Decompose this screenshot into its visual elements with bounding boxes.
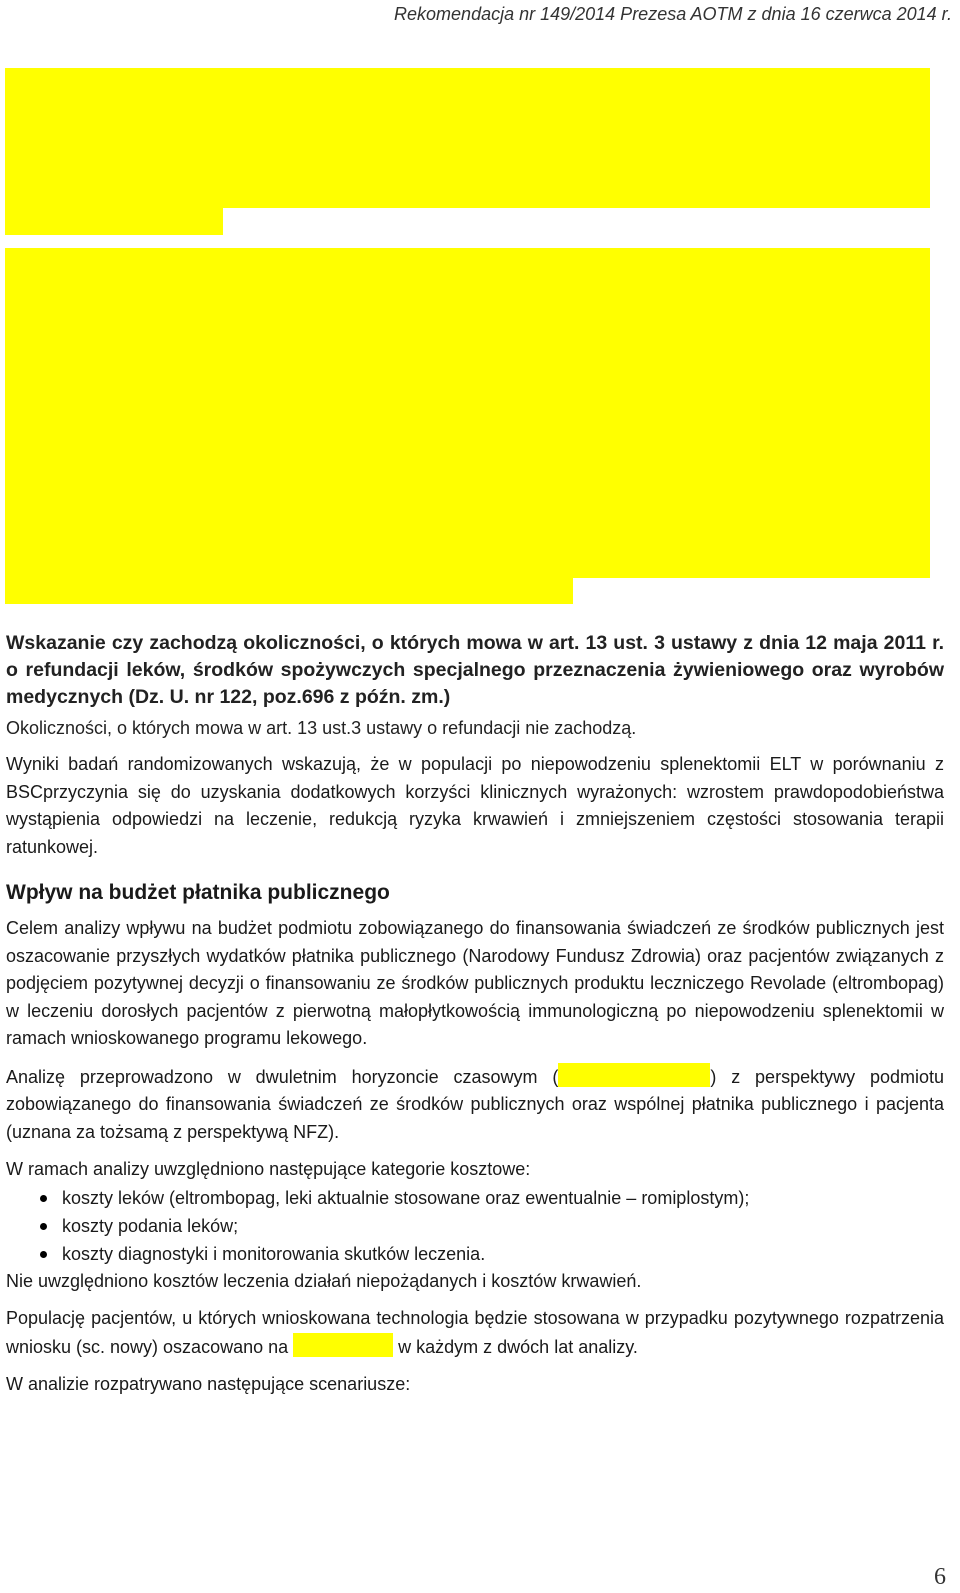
cost-intro: W ramach analizy uwzględniono następujące kategorie kosztowe:: [6, 1159, 531, 1179]
page-number: 6: [934, 1564, 946, 1590]
horizon-paragraph: [6, 1063, 944, 1147]
circumstances-statement: Okoliczności, o których mowa w art. 13 ust.3 ustawy o refundacji nie zachodzą.: [6, 718, 637, 738]
redaction-block-2: [5, 248, 930, 578]
redaction-inline-1: [558, 1063, 710, 1087]
section-intro-bold: Wskazanie czy zachodzą okoliczności, o których mowa w art. 13 ust. 3 ustawy z dnia 12 maja 2011 r. o refundacji leków, środków spożywczych specjalnego przeznaczenia żywieniowego oraz wyrobów medycznych (Dz. U. nr 122, poz.696 z późn. zm.): [6, 632, 944, 708]
horizon-text-1: Analizę przeprowadzono w dwuletnim horyzoncie czasowym (: [6, 1066, 559, 1087]
population-text-1: Populację pacjentów, u których wnioskowana technologia będzie stosowana w przypadku pozytywnego rozpatrzenia wniosku (sc. nowy) oszacowano na: [6, 1308, 944, 1357]
redaction-block-2b: [5, 577, 573, 604]
not-included-statement: Nie uwzględniono kosztów leczenia działań niepożądanych i kosztów krwawień.: [6, 1270, 642, 1291]
population-text-2: w każdym z dwóch lat analizy.: [393, 1336, 638, 1357]
list-item: koszty diagnostyki i monitorowania skutków leczenia.: [62, 1240, 944, 1268]
population-paragraph: [6, 1305, 944, 1361]
redaction-block-1: [5, 68, 930, 208]
document-body: [6, 630, 944, 1399]
list-item: koszty podania leków;: [62, 1212, 944, 1240]
cost-list: [6, 1184, 944, 1268]
budget-paragraph: Celem analizy wpływu na budżet podmiotu zobowiązanego do finansowania świadczeń ze środków publicznych jest oszacowanie przyszłych wydatków płatnika publicznego (Narodowy Fundusz Zdrowia) oraz pacjentów związanych z podjęciem pozytywnej decyzji o finansowaniu ze środków publicznych produktu leczniczego Revolade (eltrombopag) w leczeniu dorosłych pacjentów z pierwotną małopłytkowością immunologiczną po niepowodzeniu splenektomii w ramach wnioskowanego programu lekowego.: [6, 918, 944, 1048]
results-paragraph: Wyniki badań randomizowanych wskazują, że w populacji po niepowodzeniu splenektomii ELT w porównaniu z BSCprzyczynia się do uzyskania dodatkowych korzyści klinicznych wyrażonych: wzrostem prawdopodobieństwa wystąpienia odpowiedzi na leczenie, redukcją ryzyka krwawień i zmniejszeniem częstości stosowania terapii ratunkowej.: [6, 754, 944, 857]
redaction-inline-2: [293, 1333, 393, 1357]
horizon-text-2: ) z perspektywy podmiotu zobowiązanego do finansowania świadczeń ze środków publicznych oraz wspólnej płatnika publicznego i pacjenta (uznana za tożsamą z perspektywą NFZ).: [6, 1066, 944, 1142]
budget-heading: Wpływ na budżet płatnika publicznego: [6, 881, 390, 904]
list-item: koszty leków (eltrombopag, leki aktualnie stosowane oraz ewentualnie – romiplostym);: [62, 1184, 944, 1212]
page-header: Rekomendacja nr 149/2014 Prezesa AOTM z dnia 16 czerwca 2014 r.: [394, 4, 952, 24]
redaction-block-1b: [5, 207, 223, 235]
scenarios-intro: W analizie rozpatrywano następujące scenariusze:: [6, 1374, 411, 1394]
